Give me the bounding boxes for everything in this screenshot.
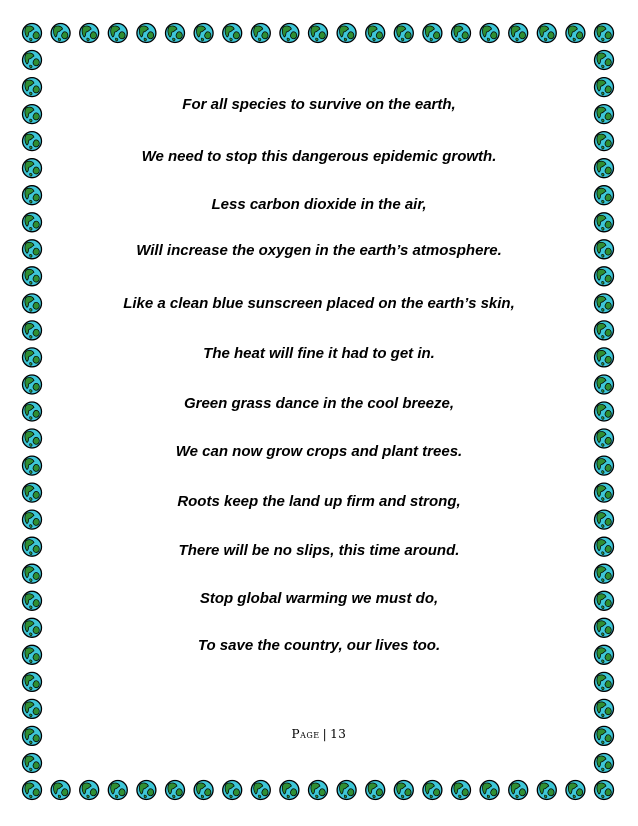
poem-line: We can now grow crops and plant trees.	[175, 443, 463, 460]
globe-icon	[223, 781, 242, 800]
globe-icon	[23, 321, 42, 340]
poem-line: We need to stop this dangerous epidemic growth.	[141, 148, 497, 165]
poem-line: The heat will fine it had to get in.	[203, 345, 435, 362]
globe-icon	[595, 699, 614, 718]
globe-icon	[108, 24, 127, 43]
globe-icon	[280, 24, 299, 43]
globe-icon	[337, 781, 356, 800]
globe-icon	[23, 618, 42, 637]
globe-icon	[337, 24, 356, 43]
globe-icon	[423, 24, 442, 43]
globe-icon	[280, 781, 299, 800]
globe-icon	[251, 24, 270, 43]
globe-icon	[137, 24, 156, 43]
globe-icon	[51, 781, 70, 800]
poem-line: Will increase the oxygen in the earth’s atmosphere.	[136, 242, 502, 259]
poem-line: Like a clean blue sunscreen placed on the earth’s skin,	[123, 295, 515, 312]
poem-line: Green grass dance in the cool breeze,	[183, 395, 455, 412]
globe-icon	[480, 24, 499, 43]
globe-icon	[23, 78, 42, 97]
globe-icon	[452, 781, 471, 800]
globe-icon	[509, 24, 528, 43]
poem-line: For all species to survive on the earth,	[182, 96, 456, 113]
globe-icon	[480, 781, 499, 800]
poem-line: To save the country, our lives too.	[197, 637, 441, 654]
globe-icon	[23, 672, 42, 691]
page-separator: |	[322, 727, 328, 741]
globe-icon	[23, 213, 42, 232]
page-footer	[0, 727, 638, 741]
globe-icon	[509, 781, 528, 800]
globe-icon	[595, 564, 614, 583]
globe-icon	[137, 781, 156, 800]
globe-icon	[423, 781, 442, 800]
globe-icon	[23, 699, 42, 718]
globe-icon	[194, 24, 213, 43]
globe-icon	[595, 672, 614, 691]
globe-icon	[595, 267, 614, 286]
poem-line: Stop global warming we must do,	[199, 590, 439, 607]
globe-icon	[595, 781, 614, 800]
globe-icon	[23, 375, 42, 394]
globe-icon	[366, 781, 385, 800]
globe-icon	[166, 24, 185, 43]
globe-icon	[309, 24, 328, 43]
globe-icon	[537, 24, 556, 43]
globe-icon	[566, 24, 585, 43]
globe-icon	[595, 321, 614, 340]
globe-icon	[595, 51, 614, 70]
globe-icon	[166, 781, 185, 800]
globe-icon	[23, 267, 42, 286]
globe-icon	[194, 781, 213, 800]
globe-icon	[51, 24, 70, 43]
page-number: 13	[330, 727, 347, 741]
globe-icon	[394, 24, 413, 43]
globe-icon	[108, 781, 127, 800]
globe-icon	[309, 781, 328, 800]
poem-line: There will be no slips, this time around.	[178, 542, 460, 559]
globe-icon	[23, 24, 42, 43]
globe-icon	[566, 781, 585, 800]
globe-icon	[366, 24, 385, 43]
globe-icon	[80, 24, 99, 43]
globe-icon	[23, 564, 42, 583]
globe-icon	[595, 213, 614, 232]
page-label: Page	[291, 727, 320, 741]
globe-icon	[251, 781, 270, 800]
globe-icon	[452, 24, 471, 43]
poem-line: Roots keep the land up firm and strong,	[177, 493, 461, 510]
globe-icon	[537, 781, 556, 800]
globe-icon	[595, 510, 614, 529]
globe-icon	[23, 51, 42, 70]
globe-icon	[23, 510, 42, 529]
globe-icon	[23, 754, 42, 773]
globe-icon	[394, 781, 413, 800]
globe-icon	[223, 24, 242, 43]
globe-icon	[23, 781, 42, 800]
globe-icon	[595, 78, 614, 97]
poem-line: Less carbon dioxide in the air,	[211, 196, 427, 213]
globe-icon	[595, 375, 614, 394]
globe-icon	[595, 618, 614, 637]
globe-icon	[595, 754, 614, 773]
globe-icon	[80, 781, 99, 800]
globe-icon	[595, 24, 614, 43]
